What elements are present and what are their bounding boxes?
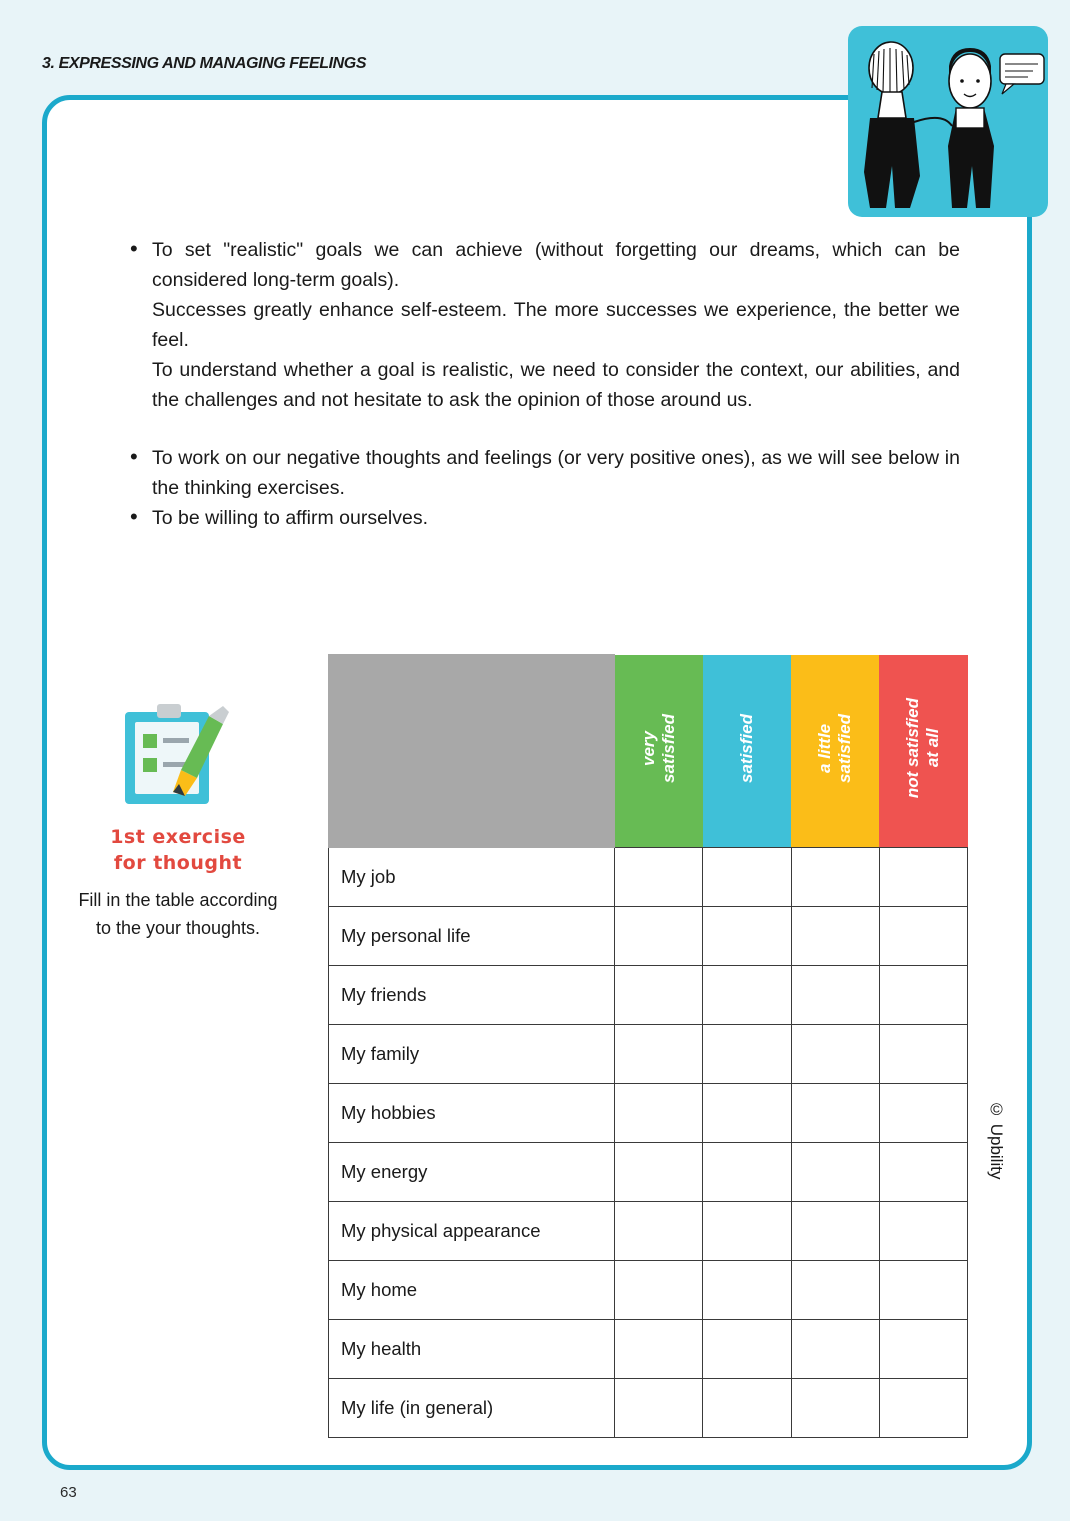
header-satisfied [703,655,791,848]
table-row [329,1143,968,1202]
rating-cell-a-little-satisfied[interactable] [791,1202,879,1261]
rating-cell-not-satisfied-at-all[interactable] [879,848,967,907]
rating-cell-not-satisfied-at-all[interactable] [879,907,967,966]
table-row [329,1379,968,1438]
bullet-1-line-2: Successes greatly enhance self-esteem. The more successes we experience, the better we feel. [152,299,960,351]
table-row [329,1320,968,1379]
rating-cell-a-little-satisfied[interactable] [791,1084,879,1143]
rating-cell-satisfied[interactable] [703,1379,791,1438]
table-header-row [329,655,968,848]
rating-cell-a-little-satisfied[interactable] [791,1379,879,1438]
row-label: My family [329,1025,615,1084]
table-body [329,848,968,1438]
table-row [329,966,968,1025]
rating-cell-a-little-satisfied[interactable] [791,1261,879,1320]
table-row [329,907,968,966]
rating-cell-very-satisfied[interactable] [615,1261,703,1320]
header-not-satisfied-at-all [879,655,967,848]
rating-cell-not-satisfied-at-all[interactable] [879,1084,967,1143]
rating-cell-satisfied[interactable] [703,1143,791,1202]
body-content [130,235,960,533]
header-label: very satisfied [638,713,678,783]
row-label: My job [329,848,615,907]
rating-cell-satisfied[interactable] [703,1202,791,1261]
rating-cell-satisfied[interactable] [703,966,791,1025]
header-label: satisfied [736,713,756,783]
row-label: My hobbies [329,1084,615,1143]
rating-cell-satisfied[interactable] [703,907,791,966]
header-very-satisfied [615,655,703,848]
rating-cell-a-little-satisfied[interactable] [791,966,879,1025]
two-people-talking-illustration [848,26,1048,217]
rating-cell-not-satisfied-at-all[interactable] [879,1025,967,1084]
row-label: My energy [329,1143,615,1202]
rating-cell-a-little-satisfied[interactable] [791,1025,879,1084]
clipboard-pencil-icon [119,700,237,810]
rating-cell-very-satisfied[interactable] [615,1379,703,1438]
rating-cell-a-little-satisfied[interactable] [791,848,879,907]
exercise-title-line-1: 1st exercise [110,826,246,848]
rating-cell-a-little-satisfied[interactable] [791,907,879,966]
exercise-title-line-2: for thought [113,852,243,874]
header-label: a little satisfied [815,713,855,783]
page-number: 63 [60,1484,77,1501]
rating-cell-very-satisfied[interactable] [615,1202,703,1261]
row-label: My life (in general) [329,1379,615,1438]
list-item: • To be willing to affirm ourselves. [152,503,960,533]
table-row [329,1261,968,1320]
table-row [329,848,968,907]
bullet-1-line-1: To set "realistic" goals we can achieve (without forgetting our dreams, which can be considered long-term goals). [152,239,960,291]
rating-cell-very-satisfied[interactable] [615,848,703,907]
rating-cell-very-satisfied[interactable] [615,1320,703,1379]
rating-cell-satisfied[interactable] [703,1084,791,1143]
rating-cell-satisfied[interactable] [703,1261,791,1320]
row-label: My physical appearance [329,1202,615,1261]
rating-cell-very-satisfied[interactable] [615,907,703,966]
satisfaction-table-wrapper [328,654,968,1438]
rating-cell-not-satisfied-at-all[interactable] [879,1143,967,1202]
rating-cell-satisfied[interactable] [703,848,791,907]
rating-cell-very-satisfied[interactable] [615,1025,703,1084]
rating-cell-not-satisfied-at-all[interactable] [879,1261,967,1320]
rating-cell-satisfied[interactable] [703,1320,791,1379]
list-item [152,235,960,415]
copyright-notice: © Upbility [987,1100,1006,1180]
satisfaction-table [328,654,968,1438]
rating-cell-a-little-satisfied[interactable] [791,1143,879,1202]
bullet-list [130,235,960,533]
rating-cell-very-satisfied[interactable] [615,966,703,1025]
rating-cell-not-satisfied-at-all[interactable] [879,1202,967,1261]
row-label: My health [329,1320,615,1379]
header-label: not satisfied at all [903,698,943,799]
rating-cell-satisfied[interactable] [703,1025,791,1084]
header-blank-cell [329,655,615,848]
exercise-block [78,700,278,942]
table-row [329,1202,968,1261]
bullet-1-line-3: To understand whether a goal is realistic, we need to consider the context, our abilities, and the challenges and not hesitate to ask the opinion of those around us. [152,359,960,411]
rating-cell-very-satisfied[interactable] [615,1143,703,1202]
row-label: My personal life [329,907,615,966]
header-a-little-satisfied [791,655,879,848]
table-row [329,1025,968,1084]
rating-cell-not-satisfied-at-all[interactable] [879,966,967,1025]
rating-cell-not-satisfied-at-all[interactable] [879,1379,967,1438]
exercise-description: Fill in the table according to the your thoughts. [78,890,278,938]
rating-cell-very-satisfied[interactable] [615,1084,703,1143]
table-row [329,1084,968,1143]
row-label: My home [329,1261,615,1320]
list-item: • To work on our negative thoughts and feelings (or very positive ones), as we will see below in the thinking exercises. [152,443,960,503]
chapter-title: 3. EXPRESSING AND MANAGING FEELINGS [42,55,367,72]
row-label: My friends [329,966,615,1025]
exercise-title [78,824,278,876]
rating-cell-a-little-satisfied[interactable] [791,1320,879,1379]
rating-cell-not-satisfied-at-all[interactable] [879,1320,967,1379]
paragraph-spacer [152,415,960,443]
